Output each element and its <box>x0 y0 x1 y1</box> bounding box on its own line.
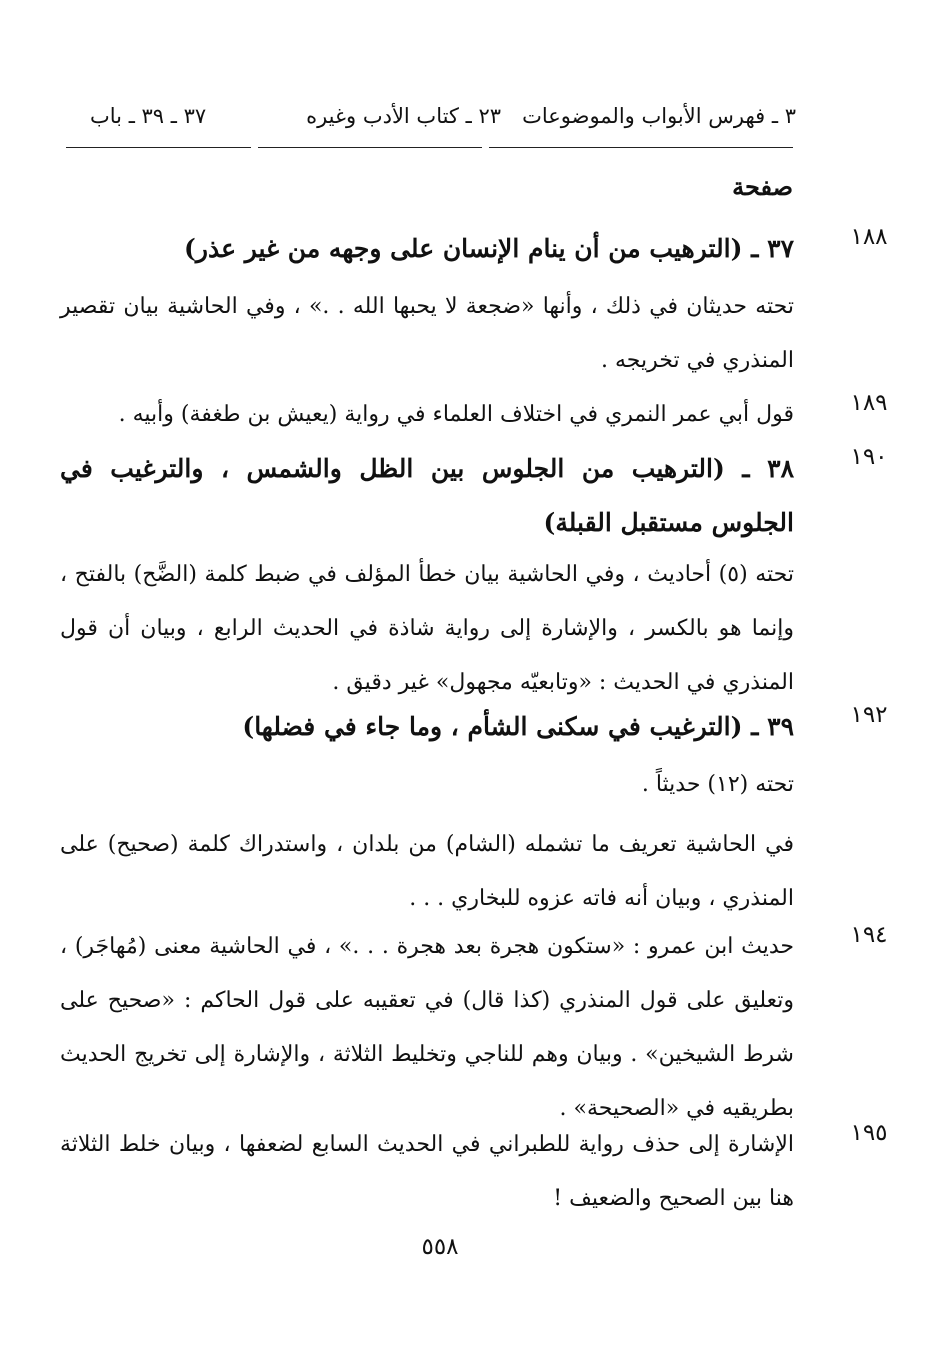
entry-page-number: ١٩٥ <box>850 1120 888 1146</box>
index-entry <box>60 442 888 550</box>
entry-page-number: ١٨٨ <box>850 224 888 250</box>
entry-page-number: ١٩٠ <box>850 444 888 470</box>
index-entry <box>60 388 888 442</box>
index-entry <box>60 222 888 276</box>
entry-description: تحته (٥) أحاديث ، وفي الحاشية بيان خطأ المؤلف في ضبط كلمة (الضَّح) بالفتح ، وإنما هو بالكسر ، والإشارة إلى رواية شاذة في الحديث الرابع ، وبيان أن قول المنذري في الحديث : «وتابعيّه مجهول» غير دقيق . <box>60 562 794 695</box>
entry-chapter-title: ٣٩ ـ (الترغيب في سكنى الشأم ، وما جاء في فضلها) <box>242 712 794 741</box>
entry-page-number: ١٨٩ <box>850 390 888 416</box>
header-chapter-range: ٣٧ ـ ٣٩ ـ باب <box>90 104 207 128</box>
header-divider <box>66 147 793 148</box>
entry-description: في الحاشية تعريف ما تشمله (الشام) من بلدان ، واستدراك كلمة (صحيح) على المنذري ، وبيان أنه فاته عزوه للبخاري . . . <box>60 832 794 911</box>
page-column-label: صفحة <box>732 172 793 201</box>
entry-page-number: ١٩٢ <box>850 702 888 728</box>
header-divider-gap <box>251 145 258 150</box>
entry-description: الإشارة إلى حذف رواية للطبراني في الحديث السابع لضعفها ، وبيان خلط الثلاثة هنا بين الصحيح والضعيف ! <box>60 1132 794 1211</box>
entry-chapter-title: ٣٧ ـ (الترهيب من أن ينام الإنسان على وجهه من غير عذر) <box>184 234 794 263</box>
page-number: ٥٥٨ <box>421 1234 459 1260</box>
entry-description: تحته (١٢) حديثاً . <box>641 772 794 797</box>
index-entry <box>60 700 888 754</box>
entry-chapter-title: ٣٨ ـ (الترهيب من الجلوس بين الظل والشمس ، والترغيب في الجلوس مستقبل القبلة) <box>60 454 794 537</box>
header-divider-gap <box>482 145 489 150</box>
entry-description: حديث ابن عمرو : «ستكون هجرة بعد هجرة . . .» ، في الحاشية معنى (مُهاجَر) ، وتعليق على قول المنذري (كذا قال) في تعقيبه على قول الحاكم : «صحيح على شرط الشيخين» . وبيان وهم للناجي وتخليط الثلاثة ، والإشارة إلى تخريج الحديث بطريقيه في «الصحيحة» . <box>60 934 794 1121</box>
index-entry <box>60 1118 888 1226</box>
entry-page-number: ١٩٤ <box>850 922 888 948</box>
entry-description: تحته حديثان في ذلك ، وأنها «ضجعة لا يحبها الله . .» ، وفي الحاشية بيان تقصير المنذري في تخريجه . <box>60 294 794 373</box>
header-section-title: ٣ ـ فهرس الأبواب والموضوعات <box>522 104 796 128</box>
entry-description: قول أبي عمر النمري في اختلاف العلماء في رواية (يعيش بن طغفة) وأبيه . <box>118 402 794 427</box>
running-header <box>66 104 796 138</box>
header-book-title: ٢٣ ـ كتاب الأدب وغيره <box>306 104 501 128</box>
